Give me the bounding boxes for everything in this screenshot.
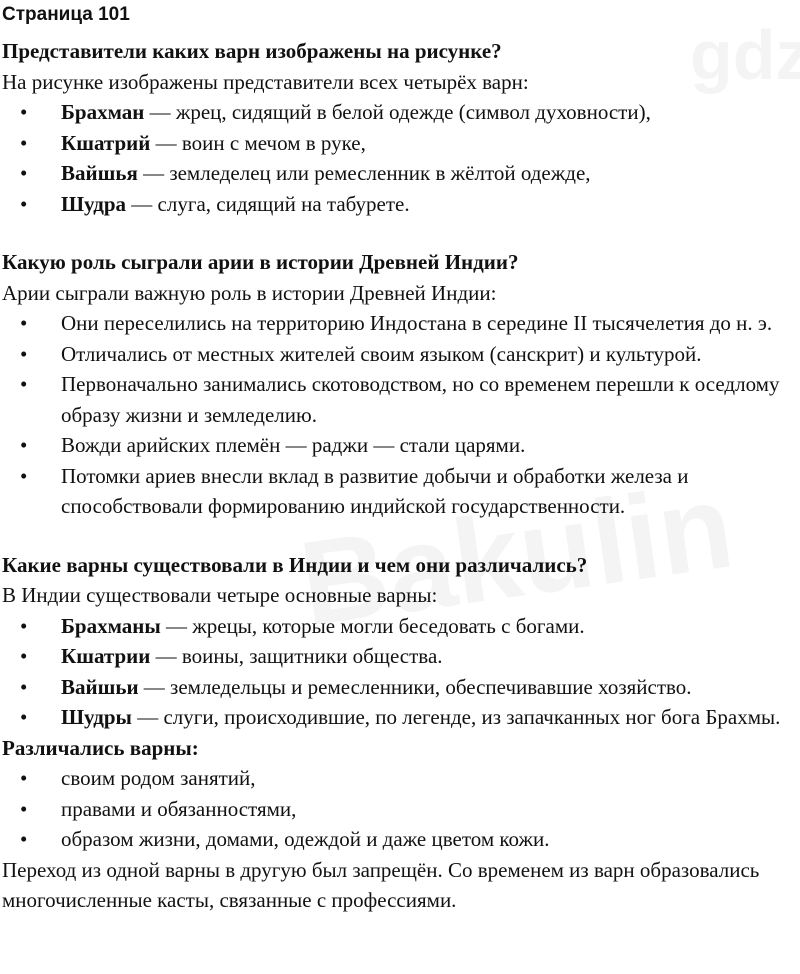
list-item: [2, 189, 800, 220]
varna-list: [2, 97, 800, 219]
term-description: — земледельцы и ремесленники, обеспечивавшие хозяйство.: [138, 674, 692, 699]
varna-list: [2, 611, 800, 733]
term-description: — слуга, сидящий на табурете.: [126, 191, 410, 216]
list-item: [2, 97, 800, 128]
term-description: — жрец, сидящий в белой одежде (символ духовности),: [144, 100, 651, 124]
section-aryans-role: [2, 247, 800, 522]
term-description: — воины, защитники общества.: [150, 644, 443, 668]
term-description: — земледелец или ремесленник в жёлтой одежде,: [137, 161, 591, 185]
list-item: [2, 641, 800, 672]
list-item: [2, 158, 800, 189]
list-item: • своим родом занятий,: [2, 763, 800, 794]
differences-list: [2, 763, 800, 855]
list-item: • Они переселились на территорию Индостана в середине II тысячелетия до н. э.: [2, 308, 800, 339]
question-heading: Представители каких варн изображены на рисунке?: [2, 39, 502, 63]
term: Кшатрий: [61, 130, 151, 155]
aryans-list: [2, 308, 800, 522]
question-heading: Какую роль сыграли арии в истории Древней Индии?: [2, 250, 519, 274]
list-item: [2, 702, 800, 733]
term: Брахманы: [61, 613, 161, 638]
term: Вайшьи: [61, 674, 139, 699]
term: Вайшья: [61, 161, 138, 185]
term: Кшатрии: [61, 644, 151, 668]
section-varnas-picture: [2, 36, 800, 219]
list-item: • образом жизни, домами, одеждой и даже цветом кожи.: [2, 824, 800, 855]
answer-intro: На рисунке изображены представители всех четырёх варн:: [2, 69, 529, 94]
term: Шудра: [61, 191, 127, 216]
term-description: — воин с мечом в руке,: [150, 130, 366, 155]
list-item: [2, 672, 800, 703]
list-item: • Отличались от местных жителей своим языком (санскрит) и культурой.: [2, 339, 800, 370]
term: Шудры: [61, 705, 132, 729]
page-title: Страница 101: [2, 4, 130, 25]
question-heading: Какие варны существовали в Индии и чем они различались?: [2, 552, 588, 577]
term-description: — слуги, происходившие, по легенде, из запачканных ног бога Брахмы.: [131, 705, 781, 729]
list-item: • Вожди арийских племён — раджи — стали царями.: [2, 430, 800, 461]
section-varnas-differences: [2, 550, 800, 916]
subheading: Различались варны:: [2, 735, 199, 760]
list-item: [2, 128, 800, 159]
term: Брахман: [61, 100, 145, 124]
answer-intro: В Индии существовали четыре основные варны:: [2, 583, 438, 607]
list-item: • правами и обязанностями,: [2, 794, 800, 825]
list-item: • Первоначально занимались скотоводством, но со временем перешли к оседлому образу жизни и земледелию.: [2, 369, 800, 430]
answer-intro: Арии сыграли важную роль в истории Древней Индии:: [2, 280, 497, 305]
document-page: [2, 0, 800, 916]
term-description: — жрецы, которые могли беседовать с богами.: [160, 613, 585, 638]
list-item: • Потомки ариев внесли вклад в развитие добычи и обработки железа и способствовали формированию индийской государственности.: [2, 461, 800, 522]
conclusion-paragraph: Переход из одной варны в другую был запрещён. Со временем из варн образовались многочисленные касты, связанные с профессиями.: [2, 857, 760, 912]
list-item: [2, 611, 800, 642]
